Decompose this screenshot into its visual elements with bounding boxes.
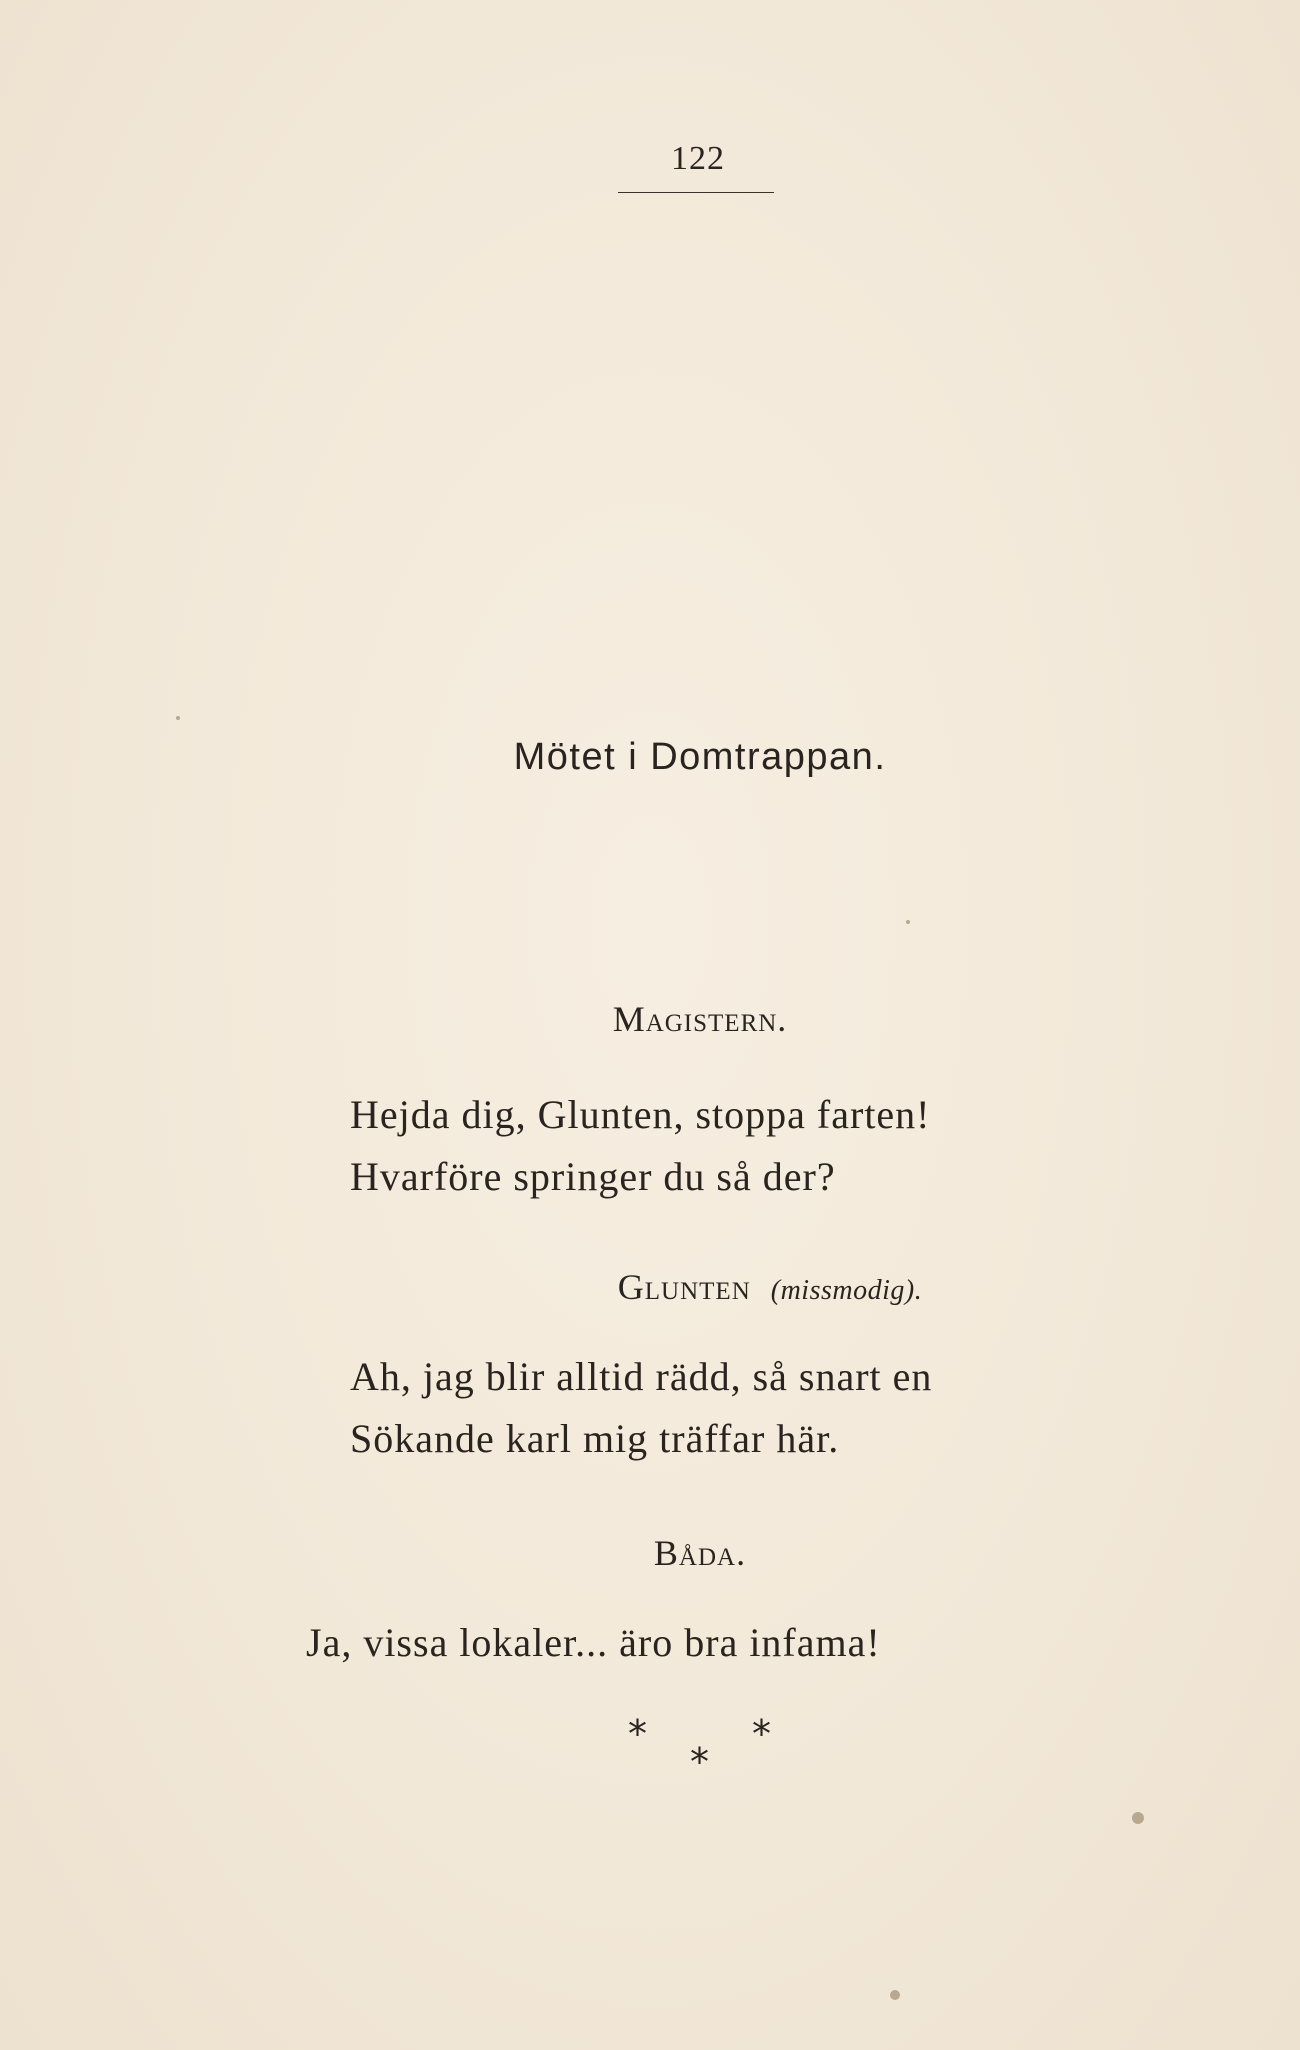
verse-line: Hejda dig, Glunten, stoppa farten! (350, 1092, 931, 1137)
speaker-glunten (560, 1266, 980, 1308)
verse-stanza-2 (350, 1346, 932, 1470)
speaker-bada (560, 1532, 840, 1574)
verse-stanza-3 (306, 1612, 881, 1674)
header-rule (618, 192, 774, 193)
asterism-star: * (752, 1712, 771, 1756)
verse-line: Hvarföre springer du så der? (350, 1154, 836, 1199)
paper-speck (1132, 1812, 1144, 1824)
stage-direction: (missmodig). (770, 1275, 923, 1306)
speaker-magistern (520, 998, 880, 1040)
poem-title: Mötet i Domtrappan. (513, 736, 887, 778)
asterism-star: * (690, 1740, 709, 1784)
verse-stanza-1 (350, 1084, 931, 1208)
speaker-name: Båda. (653, 1533, 747, 1573)
verse-line: Ja, vissa lokaler... äro bra infama! (306, 1620, 881, 1665)
paper-speck (906, 920, 910, 924)
paper-speck (176, 716, 180, 720)
paper-speck (890, 1990, 900, 2000)
speaker-name: Magistern. (612, 999, 788, 1039)
page-number: 122 (671, 140, 725, 177)
speaker-name: Glunten (617, 1267, 751, 1307)
verse-line: Ah, jag blir alltid rädd, så snart en (350, 1354, 933, 1399)
asterism-star: * (628, 1712, 647, 1756)
verse-line: Sökande karl mig träffar här. (350, 1416, 840, 1461)
